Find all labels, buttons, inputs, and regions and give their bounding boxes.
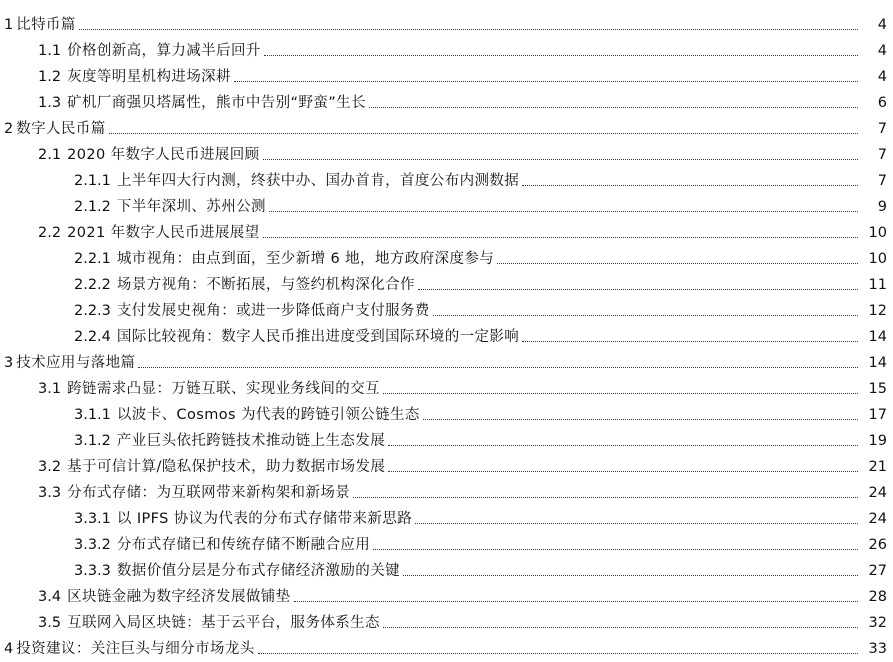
toc-entry-number: 3.3.3 bbox=[74, 563, 111, 579]
dot-leader bbox=[269, 211, 858, 212]
toc-entry-number: 3.3.1 bbox=[74, 511, 111, 527]
toc-entry[interactable] bbox=[0, 348, 893, 372]
toc-entry-page-number[interactable]: 21 bbox=[868, 459, 887, 475]
toc-entry-number: 2.2.1 bbox=[74, 251, 111, 267]
toc-entry-page-number[interactable]: 10 bbox=[868, 225, 887, 241]
toc-entry-page-number[interactable]: 4 bbox=[877, 43, 887, 59]
toc-entry-page-number[interactable]: 24 bbox=[868, 485, 887, 501]
dot-leader bbox=[79, 29, 858, 30]
dot-leader bbox=[369, 107, 858, 108]
toc-entry[interactable] bbox=[0, 296, 893, 320]
toc-entry-page-number[interactable]: 9 bbox=[877, 199, 887, 215]
toc-entry-number: 3.1.2 bbox=[74, 433, 111, 449]
dot-leader bbox=[294, 601, 858, 602]
dot-leader bbox=[388, 445, 858, 446]
toc-entry-number: 3.1 bbox=[38, 381, 62, 397]
toc-entry-number: 1.3 bbox=[38, 95, 62, 111]
toc-entry-title[interactable]: 分布式存储：为互联网带来新构架和新场景 bbox=[67, 485, 351, 501]
toc-entry-title[interactable]: 投资建议：关注巨头与细分市场龙头 bbox=[16, 641, 255, 657]
toc-entry-page-number[interactable]: 14 bbox=[868, 329, 887, 345]
toc-entry-number: 2.2.4 bbox=[74, 329, 111, 345]
toc-entry-title[interactable]: 下半年深圳、苏州公测 bbox=[116, 199, 266, 215]
toc-entry-number: 2.2 bbox=[38, 225, 62, 241]
toc-entry[interactable] bbox=[0, 374, 893, 398]
toc-entry[interactable] bbox=[0, 88, 893, 112]
toc-entry-number: 2.2.3 bbox=[74, 303, 111, 319]
toc-entry-title[interactable]: 跨链需求凸显：万链互联、实现业务线间的交互 bbox=[67, 381, 380, 397]
toc-entry-title[interactable]: 以 IPFS 协议为代表的分布式存储带来新思路 bbox=[116, 511, 413, 527]
toc-entry[interactable] bbox=[0, 478, 893, 502]
toc-entry-number: 3.1.1 bbox=[74, 407, 111, 423]
dot-leader bbox=[522, 185, 858, 186]
toc-entry-number: 3.3.2 bbox=[74, 537, 111, 553]
toc-entry[interactable] bbox=[0, 114, 893, 138]
toc-entry-title[interactable]: 区块链金融为数字经济发展做铺垫 bbox=[67, 589, 291, 605]
toc-entry-page-number[interactable]: 26 bbox=[868, 537, 887, 553]
toc-entry[interactable] bbox=[0, 556, 893, 580]
toc-entry-number: 1.1 bbox=[38, 43, 62, 59]
dot-leader bbox=[258, 653, 858, 654]
toc-entry-number: 2.1.2 bbox=[74, 199, 111, 215]
toc-entry-title[interactable]: 城市视角：由点到面，至少新增 6 地，地方政府深度参与 bbox=[116, 251, 495, 267]
dot-leader bbox=[388, 471, 858, 472]
toc-entry-title[interactable]: 互联网入局区块链：基于云平台，服务体系生态 bbox=[67, 615, 380, 631]
toc-entry[interactable] bbox=[0, 244, 893, 268]
toc-entry-page-number[interactable]: 14 bbox=[868, 355, 887, 371]
toc-entry-page-number[interactable]: 28 bbox=[868, 589, 887, 605]
toc-entry-page-number[interactable]: 4 bbox=[877, 69, 887, 85]
toc-entry-title[interactable]: 技术应用与落地篇 bbox=[16, 355, 136, 371]
dot-leader bbox=[522, 341, 858, 342]
dot-leader bbox=[138, 367, 858, 368]
dot-leader bbox=[263, 237, 858, 238]
dot-leader bbox=[403, 575, 858, 576]
toc-entry-number: 3 bbox=[4, 355, 14, 371]
toc-entry[interactable] bbox=[0, 192, 893, 216]
dot-leader bbox=[383, 627, 858, 628]
toc-entry-title[interactable]: 比特币篇 bbox=[16, 17, 76, 33]
toc-entry-page-number[interactable]: 32 bbox=[868, 615, 887, 631]
toc-entry-title[interactable]: 产业巨头依托跨链技术推动链上生态发展 bbox=[116, 433, 386, 449]
toc-entry-number: 2.2.2 bbox=[74, 277, 111, 293]
toc-entry[interactable] bbox=[0, 634, 893, 658]
toc-entry[interactable] bbox=[0, 530, 893, 554]
dot-leader bbox=[109, 133, 858, 134]
toc-entry-title[interactable]: 基于可信计算/隐私保护技术，助力数据市场发展 bbox=[67, 459, 386, 475]
toc-entry[interactable] bbox=[0, 400, 893, 424]
toc-entry-page-number[interactable]: 12 bbox=[868, 303, 887, 319]
toc-entry-title[interactable]: 国际比较视角：数字人民币推出进度受到国际环境的一定影响 bbox=[116, 329, 520, 345]
dot-leader bbox=[264, 55, 858, 56]
toc-entry-page-number[interactable]: 7 bbox=[877, 121, 887, 137]
toc-entry-number: 3.2 bbox=[38, 459, 62, 475]
toc-entry-title[interactable]: 数字人民币篇 bbox=[16, 121, 106, 137]
toc-entry-title[interactable]: 2021 年数字人民币进展展望 bbox=[67, 225, 260, 241]
toc-entry-title[interactable]: 灰度等明星机构进场深耕 bbox=[67, 69, 231, 85]
toc-entry-number: 3.3 bbox=[38, 485, 62, 501]
toc-entry[interactable] bbox=[0, 426, 893, 450]
toc-entry-title[interactable]: 上半年四大行内测，终获中办、国办首肯，首度公布内测数据 bbox=[116, 173, 520, 189]
toc-entry-title[interactable]: 2020 年数字人民币进展回顾 bbox=[67, 147, 260, 163]
toc-entry[interactable] bbox=[0, 10, 893, 34]
toc-entry-number: 4 bbox=[4, 641, 14, 657]
toc-entry-page-number[interactable]: 11 bbox=[868, 277, 887, 293]
toc-entry-number: 2.1 bbox=[38, 147, 62, 163]
dot-leader bbox=[353, 497, 858, 498]
dot-leader bbox=[497, 263, 858, 264]
toc-entry-number: 2.1.1 bbox=[74, 173, 111, 189]
toc-entry-number: 3.5 bbox=[38, 615, 62, 631]
toc-entry[interactable] bbox=[0, 452, 893, 476]
dot-leader bbox=[383, 393, 858, 394]
toc-entry[interactable] bbox=[0, 36, 893, 60]
toc-entry-page-number[interactable]: 4 bbox=[877, 17, 887, 33]
toc-entry-page-number[interactable]: 33 bbox=[868, 641, 887, 657]
toc-entry[interactable] bbox=[0, 218, 893, 242]
toc-entry-page-number[interactable]: 10 bbox=[868, 251, 887, 267]
toc-entry-number: 3.4 bbox=[38, 589, 62, 605]
toc-entry-title[interactable]: 以波卡、Cosmos 为代表的跨链引领公链生态 bbox=[116, 407, 420, 423]
toc-entry[interactable] bbox=[0, 582, 893, 606]
toc-entry[interactable] bbox=[0, 166, 893, 190]
dot-leader bbox=[373, 549, 858, 550]
dot-leader bbox=[234, 81, 858, 82]
toc-entry-page-number[interactable]: 6 bbox=[877, 95, 887, 111]
toc-entry[interactable] bbox=[0, 322, 893, 346]
toc-entry-title[interactable]: 矿机厂商强贝塔属性，熊市中告别“野蛮”生长 bbox=[67, 95, 366, 111]
dot-leader bbox=[418, 289, 858, 290]
toc-entry-page-number[interactable]: 27 bbox=[868, 563, 887, 579]
toc-entry[interactable] bbox=[0, 140, 893, 164]
toc-entry[interactable] bbox=[0, 270, 893, 294]
dot-leader bbox=[433, 315, 858, 316]
dot-leader bbox=[423, 419, 858, 420]
toc-entry-page-number[interactable]: 19 bbox=[868, 433, 887, 449]
toc-entry-page-number[interactable]: 7 bbox=[877, 173, 887, 189]
toc-entry-title[interactable]: 分布式存储已和传统存储不断融合应用 bbox=[116, 537, 371, 553]
toc-entry-page-number[interactable]: 24 bbox=[868, 511, 887, 527]
dot-leader bbox=[415, 523, 858, 524]
toc-entry-number: 1.2 bbox=[38, 69, 62, 85]
toc-entry[interactable] bbox=[0, 608, 893, 632]
dot-leader bbox=[263, 159, 858, 160]
toc-entry-number: 2 bbox=[4, 121, 14, 137]
toc-entry-title[interactable]: 支付发展史视角：或进一步降低商户支付服务费 bbox=[116, 303, 430, 319]
toc-entry-number: 1 bbox=[4, 17, 14, 33]
toc-entry-page-number[interactable]: 7 bbox=[877, 147, 887, 163]
toc-entry-page-number[interactable]: 17 bbox=[868, 407, 887, 423]
toc-entry-title[interactable]: 场景方视角：不断拓展，与签约机构深化合作 bbox=[116, 277, 415, 293]
toc-entry[interactable] bbox=[0, 504, 893, 528]
toc-entry-page-number[interactable]: 15 bbox=[868, 381, 887, 397]
toc-entry[interactable] bbox=[0, 62, 893, 86]
toc-entry-title[interactable]: 数据价值分层是分布式存储经济激励的关键 bbox=[116, 563, 401, 579]
toc-entry-title[interactable]: 价格创新高，算力减半后回升 bbox=[67, 43, 261, 59]
